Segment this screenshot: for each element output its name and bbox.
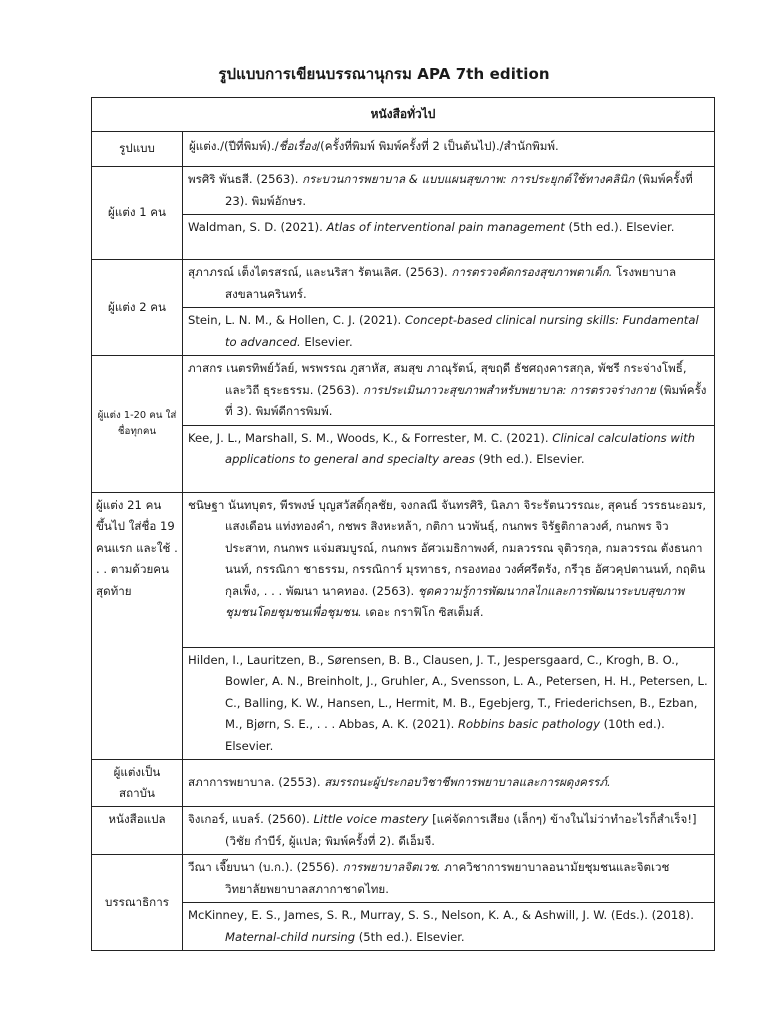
table-header: หนังสือทั่วไป <box>92 98 715 132</box>
entry-author: ชนิษฐา นันทบุตร, พีรพงษ์ บุญสวัสดิ์กุลชัย, จงกลณี จันทรศิริ, นิลภา จิระรัตนวรรณะ, สุคนธ์ วรรธนะอมร, แสงเดือน แท่งทองคำ, กชพร สิงหะหล้า, กติกา นวพันธุ์, กนกพร จิรัฐติกาลวงศ์, กนกพร จิวประสาท, กนกพร แจ่มสมบูรณ์, กนกพร อัศวเมธิกาพงศ์, กมลวรรณ จุติวรกุล, กมลวรรณ ตังธนกานนท์, กรรณิกา ชาธรรม, กรรณิการ์ มุรทาธร, กรองทอง วงศ์ศรีตรัง, กรีวุธ อัศวคุปตานนท์, กฤติน กุลเพ็ง, . . . พัฒนา นาคทอง. (2563). <box>188 497 707 598</box>
entry-title: Little voice mastery <box>313 812 429 826</box>
section-label: หนังสือแปล <box>92 807 183 855</box>
section-label: ผู้แต่ง 1 คน <box>92 167 183 260</box>
entry-title: Concept-based clinical nursing skills: Fundamental to advanced. <box>225 313 699 349</box>
format-row <box>92 132 715 167</box>
reference-entry <box>183 492 715 647</box>
reference-entry <box>183 215 715 260</box>
entry-publisher: เดอะ กราฟิโก ซิสเต็มส์. <box>361 605 484 619</box>
entry-publisher: (พิมพ์ครั้งที่ 23). พิมพ์อักษร. <box>225 172 693 208</box>
reference-entry <box>183 356 715 426</box>
entry-title: การพยาบาลจิตเวช. <box>342 860 441 874</box>
entry-title: การตรวจคัดกรองสุขภาพตาเด็ก. <box>451 265 613 279</box>
entry-author: Kee, J. L., Marshall, S. M., Woods, K., & Forrester, M. C. (2021). <box>188 430 553 445</box>
table-row <box>92 308 715 356</box>
format-pattern <box>183 132 715 167</box>
table-row <box>92 260 715 308</box>
entry-publisher: โรงพยาบาลสงขลานครินทร์. <box>225 265 677 301</box>
reference-entry <box>183 425 715 492</box>
table-row <box>92 167 715 215</box>
entry-author: McKinney, E. S., James, S. R., Murray, S. S., Nelson, K. A., & Ashwill, J. W. (Eds.). (2018). <box>188 908 694 922</box>
entry-publisher: (5th ed.). Elsevier. <box>564 220 675 234</box>
entry-author: Stein, L. N. M., & Hollen, C. J. (2021). <box>188 313 405 327</box>
entry-title: Robbins basic pathology <box>458 717 600 731</box>
reference-entry <box>183 260 715 308</box>
format-part-rest: /(ครั้งที่พิมพ์ พิมพ์ครั้งที่ 2 เป็นต้นไป)./สำนักพิมพ์. <box>316 139 559 153</box>
reference-entry <box>183 167 715 215</box>
table-row <box>92 647 715 760</box>
reference-entry <box>183 647 715 760</box>
section-label: บรรณาธิการ <box>92 855 183 951</box>
reference-entry <box>183 855 715 903</box>
entry-title: Clinical calculations with applications to general and specialty areas <box>225 430 696 466</box>
table-row <box>92 425 715 492</box>
entry-publisher: (5th ed.). Elsevier. <box>355 929 465 944</box>
table-row <box>92 903 715 951</box>
table-row <box>92 760 715 807</box>
apa-reference-table <box>91 97 715 951</box>
entry-publisher: Elsevier. <box>300 334 353 349</box>
reference-entry <box>183 760 715 807</box>
entry-publisher: [แค่จัดการเสียง (เล็กๆ) ข้างในไม่ว่าทำอะไรก็สำเร็จ!] (วิชัย กำบีร์, ผู้แปล; พิมพ์ครั้งที่ 2). ดีเอ็มจี. <box>225 812 697 848</box>
format-part-title: ชื่อเรื่อง <box>278 139 317 153</box>
table-row <box>92 215 715 260</box>
section-label: ผู้แต่ง 21 คน ขึ้นไป ใส่ชื่อ 19 คนแรก และใช้ . . . ตามด้วยคนสุดท้าย <box>92 492 183 760</box>
format-part-author: ผู้แต่ง./(ปีที่พิมพ์)./ <box>189 139 279 153</box>
section-label: ผู้แต่ง 1-20 คน ใส่ชื่อทุกคน <box>92 356 183 493</box>
reference-entry <box>183 308 715 356</box>
entry-author: Hilden, I., Lauritzen, B., Sørensen, B. B., Clausen, J. T., Jespersgaard, C., Krogh, B. O., Bowler, A. N., Breinholt, J., Gruhler, A., Svensson, L. A., Petersen, H. H., Petersen, L. C., Balling, K. W., Hansen, L., Hermit, M. B., Egebjerg, T., Friederichsen, B., Ezban, M., Bjørn, S. E., . . . Abbas, A. K. (2021). <box>188 652 708 731</box>
entry-author: สุภาภรณ์ เต็งไตรสรณ์, และนริสา รัตนเลิศ. (2563). <box>188 265 452 279</box>
page-title: รูปแบบการเขียนบรรณานุกรม APA 7th edition <box>218 65 550 83</box>
reference-entry <box>183 807 715 855</box>
entry-author: จิงเกอร์, แบลร์. (2560). <box>188 812 314 826</box>
table-row <box>92 492 715 647</box>
entry-author: ภาสกร เนตรทิพย์วัลย์, พรพรรณ ภูสาหัส, สมสุข ภาณุรัตน์, สุขฤดี ธัชศฤงคารสกุล, พัชรี กระจ่างโพธิ์, และวิถี ธุระธรรม. (2563). <box>188 361 687 397</box>
entry-author: สภาการพยาบาล. (2553). <box>188 775 325 790</box>
entry-title: ชุดความรู้การพัฒนากลไกและการพัฒนาระบบสุขภาพชุมชนโดยชุมชนเพื่อชุมชน. <box>225 583 685 619</box>
reference-entry <box>183 903 715 951</box>
section-label: ผู้แต่ง 2 คน <box>92 260 183 356</box>
entry-publisher: (9th ed.). Elsevier. <box>474 452 585 466</box>
entry-title: Maternal-child nursing <box>225 929 356 944</box>
section-label: ผู้แต่งเป็นสถาบัน <box>92 760 183 807</box>
format-label: รูปแบบ <box>92 132 183 167</box>
table-row <box>92 356 715 426</box>
entry-publisher: (พิมพ์ครั้งที่ 3). พิมพ์ดีการพิมพ์. <box>225 382 707 418</box>
entry-title: การประเมินภาวะสุขภาพสำหรับพยาบาล: การตรวจร่างกาย <box>363 382 656 397</box>
entry-title: กระบวนการพยาบาล & แบบแผนสุขภาพ: การประยุกต์ใช้ทางคลินิก <box>302 172 635 186</box>
table-row <box>92 855 715 903</box>
table-row <box>92 807 715 855</box>
entry-publisher: ภาควิชาการพยาบาลอนามัยชุมชนและจิตเวช วิทยาลัยพยาบาลสภากาชาดไทย. <box>225 860 670 896</box>
entry-title: สมรรถนะผู้ประกอบวิชาชีพการพยาบาลและการผดุงครรภ์. <box>324 775 611 790</box>
entry-title: Atlas of interventional pain management <box>326 220 565 234</box>
entry-publisher: (10th ed.). Elsevier. <box>225 717 665 753</box>
table-header-row <box>92 98 715 132</box>
entry-author: วีณา เจี๊ยบนา (บ.ก.). (2556). <box>188 860 343 874</box>
entry-author: พรศิริ พันธสี. (2563). <box>188 172 303 186</box>
entry-author: Waldman, S. D. (2021). <box>188 220 327 234</box>
